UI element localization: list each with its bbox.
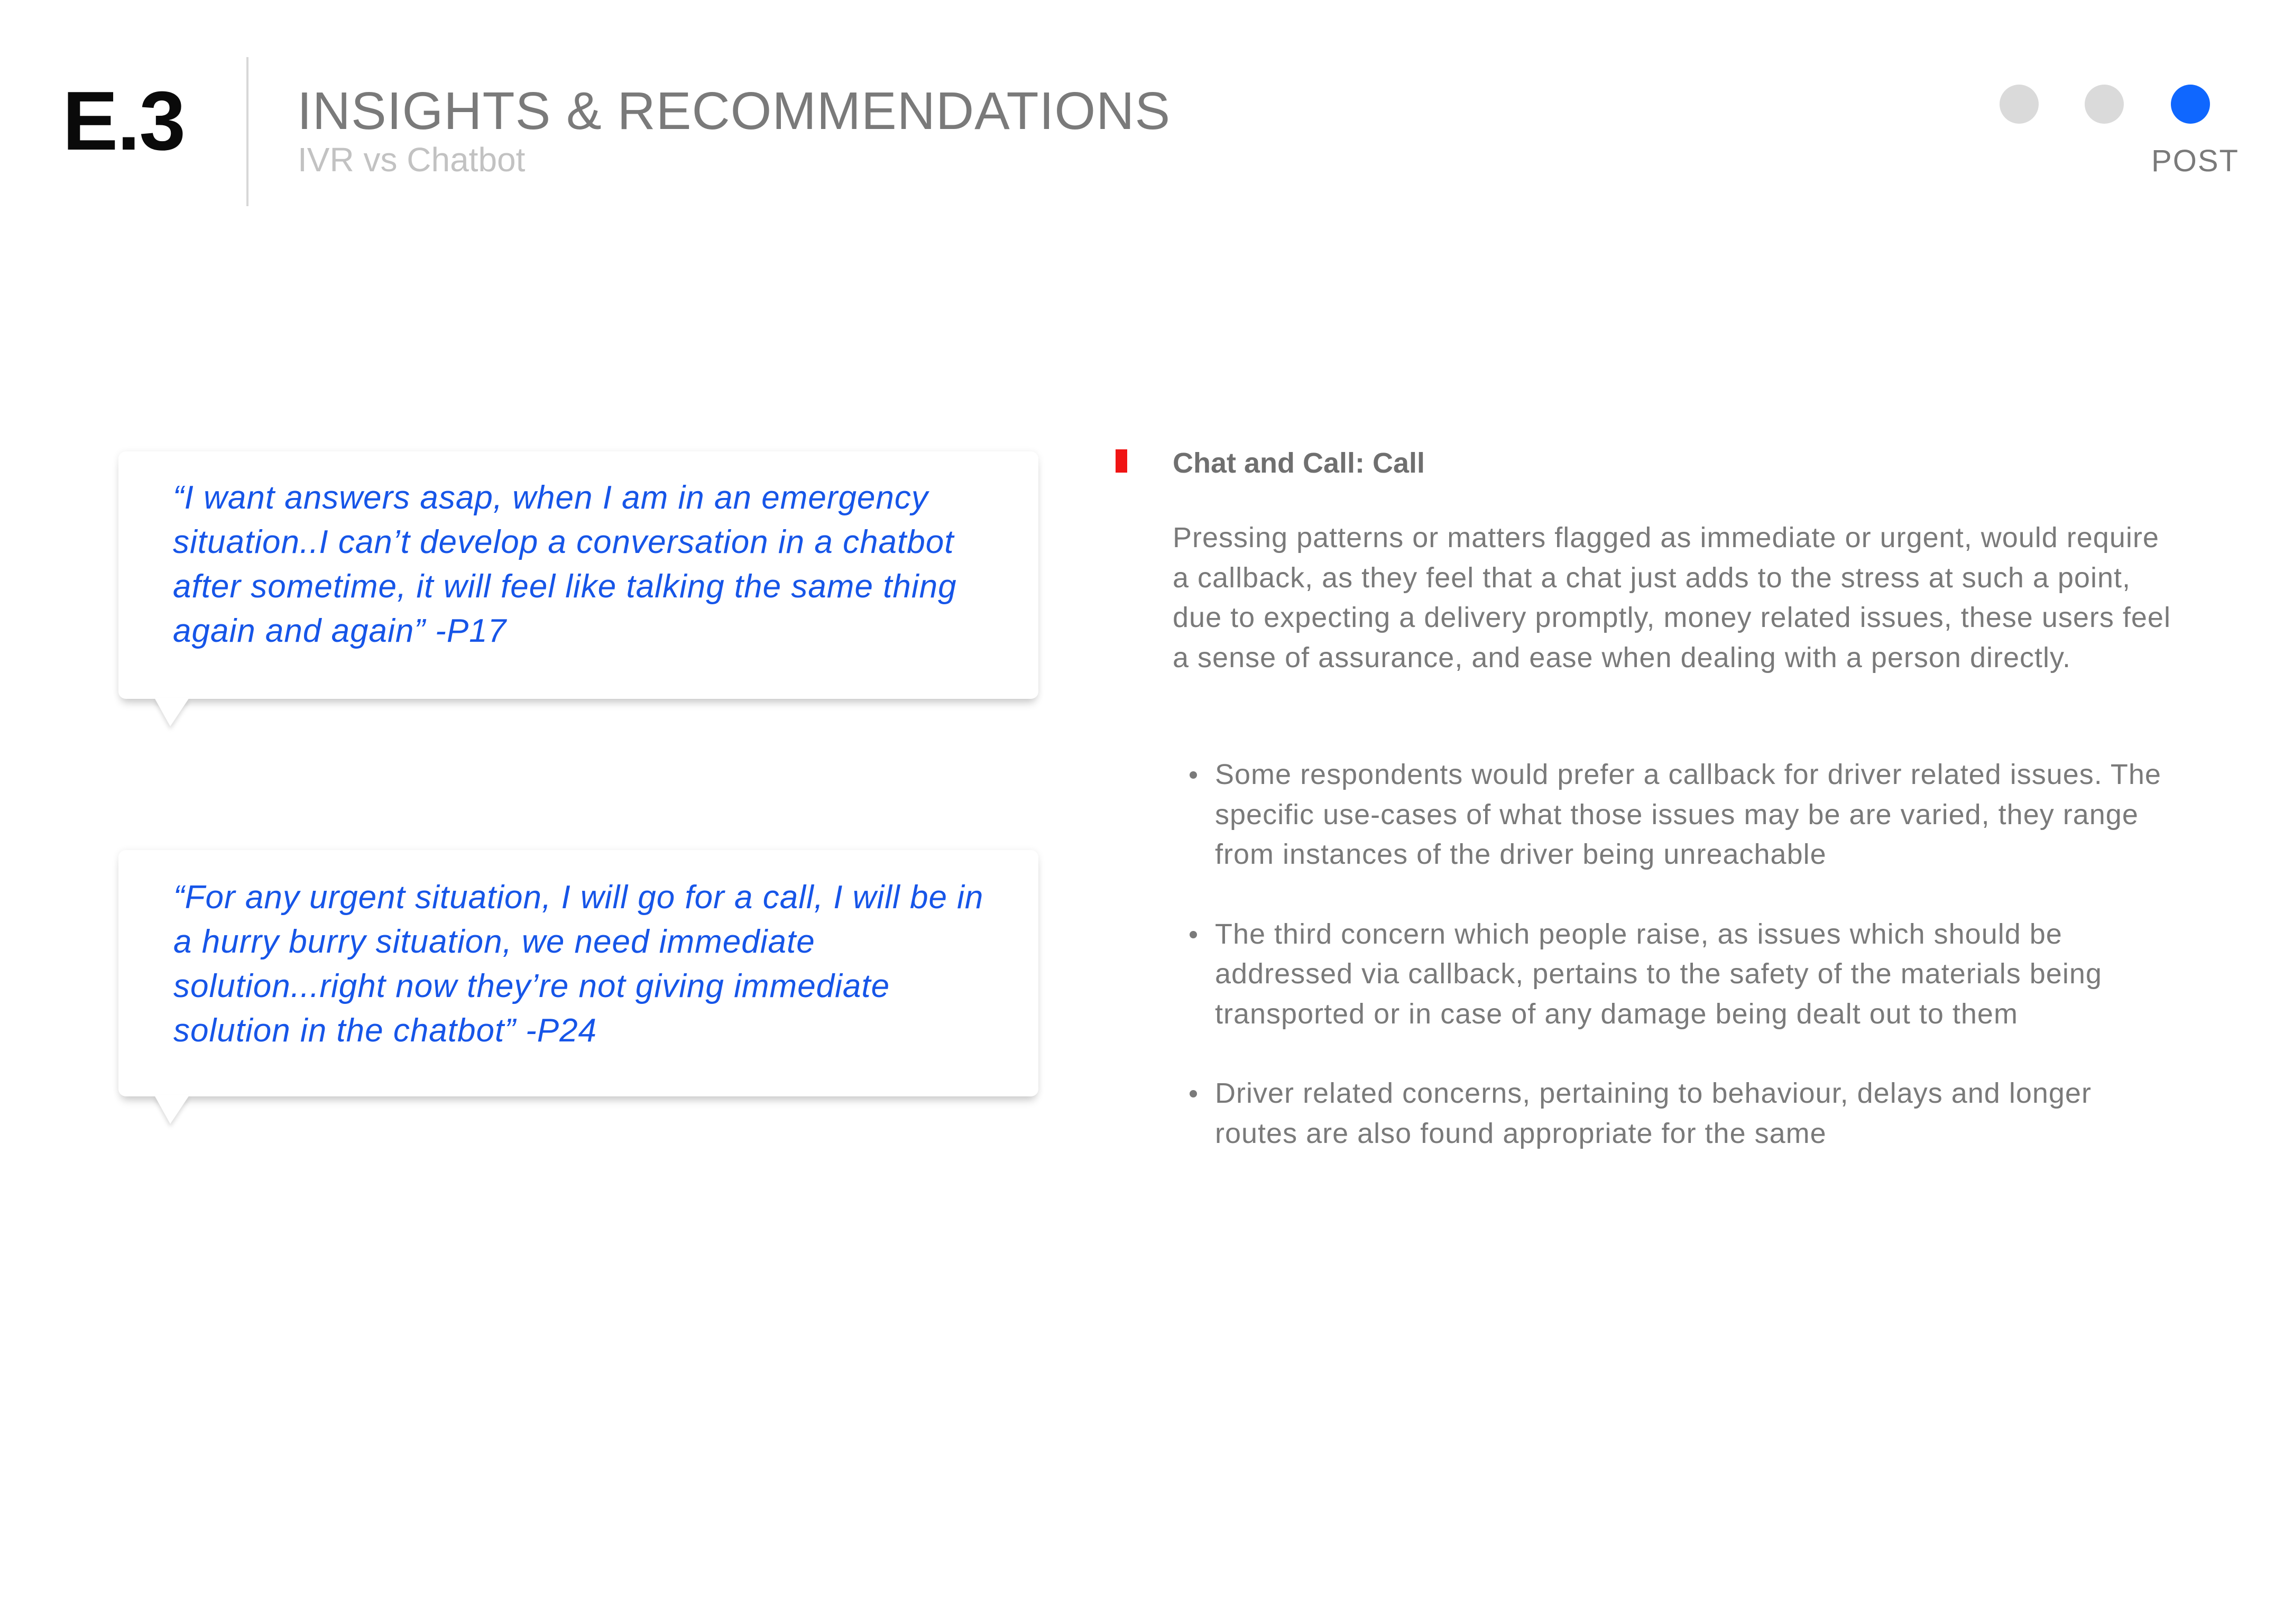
bullet-item — [1173, 1074, 2177, 1154]
progress-label: POST — [2151, 144, 2239, 178]
progress-dot-step-1 — [2000, 85, 2039, 124]
progress-dot-step-2 — [2085, 85, 2124, 124]
bullet-text: The third concern which people raise, as issues which should be addressed via callback, pertains to the safety of the materials being transported or in case of any damage being dealt out to them — [1215, 918, 2102, 1030]
quote-bubble — [118, 451, 1038, 699]
header-divider — [246, 57, 248, 206]
insight-bullet-list — [1173, 755, 2177, 1193]
bullet-item — [1173, 915, 2177, 1035]
insight-body: Pressing patterns or matters flagged as immediate or urgent, would require a callback, as they feel that a chat just adds to the stress at such a point, due to expecting a delivery promptly, money related issues, these users feel a sense of assurance, and ease when dealing with a person directly. — [1173, 522, 2171, 673]
insight-marker — [1116, 449, 1127, 473]
quote-bubble — [118, 850, 1038, 1096]
speech-bubble-tail — [154, 698, 189, 726]
insight-heading: Chat and Call: Call — [1173, 447, 1425, 479]
bullet-dot-icon — [1190, 771, 1197, 779]
progress-dot-step-3 — [2171, 85, 2210, 124]
quote-text: “I want answers asap, when I am in an emergency situation..I can’t develop a conversation in a chatbot after sometime, it will feel like talking the same thing again and again” -P17 — [173, 479, 957, 649]
section-code: E.3 — [62, 75, 185, 168]
bullet-text: Some respondents would prefer a callback for driver related issues. The specific use-cases of what those issues may be are varied, they range from instances of the driver being unreachable — [1215, 759, 2161, 870]
bullet-dot-icon — [1190, 1090, 1197, 1097]
bullet-text: Driver related concerns, pertaining to behaviour, delays and longer routes are also found appropriate for the same — [1215, 1077, 2092, 1149]
page-subtitle: IVR vs Chatbot — [298, 141, 526, 179]
page-title: INSIGHTS & RECOMMENDATIONS — [297, 81, 1171, 141]
quote-text: “For any urgent situation, I will go for a call, I will be in a hurry burry situation, we need immediate solution...right now they’re not giving immediate solution in the chatbot” -P24 — [173, 879, 984, 1049]
bullet-item — [1173, 755, 2177, 875]
speech-bubble-tail — [154, 1095, 189, 1124]
bullet-dot-icon — [1190, 931, 1197, 938]
